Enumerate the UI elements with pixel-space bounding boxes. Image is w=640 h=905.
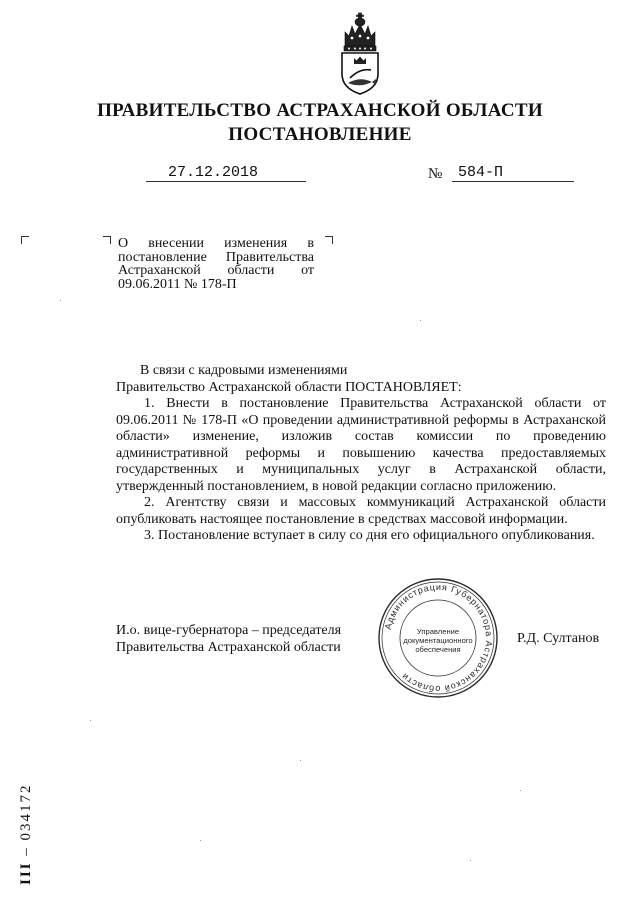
position-line-2: Правительства Астраханской области [116,640,341,655]
paragraph-2: 2. Агентству связи и массовых коммуникаций Астраханской области опубликовать настоящее постановление в средствах массовой информации. [116,495,606,527]
signatory-position [116,622,341,656]
subject-right-corner-mark [325,236,333,244]
scan-speck [470,860,471,861]
left-corner-mark [21,236,29,244]
position-line-1: И.о. вице-губернатора – председателя [116,623,342,638]
seal-center-line-2: документационного [403,636,473,645]
seal-outer-text: Администрация Губернатора Астраханской области [382,581,495,695]
document-number: 584-П [458,164,504,181]
resolution-line: Правительство Астраханской области ПОСТАНОВЛЯЕТ: [116,379,462,395]
signatory-name: Р.Д. Султанов [517,631,600,646]
coat-of-arms-icon [337,12,383,96]
scan-speck [520,790,521,791]
serial-dash: – [18,846,34,856]
government-title: ПРАВИТЕЛЬСТВО АСТРАХАНСКОЙ ОБЛАСТИ [97,100,543,121]
number-underline [452,181,574,182]
serial-series: III [18,861,34,885]
date-underline [146,181,306,182]
scan-speck [300,760,301,761]
document-body [116,363,606,545]
form-serial-number [18,783,35,885]
paragraph-3: 3. Постановление вступает в силу со дня его официального опубликования. [144,528,595,543]
intro-line: В связи с кадровыми изменениями [140,363,348,378]
number-sign: № [428,166,443,182]
official-seal [376,576,500,700]
seal-center-line-3: обеспечения [415,645,461,654]
seal-center-line-1: Управление [416,627,460,636]
scan-speck [200,840,201,841]
subject-left-corner-mark [103,236,111,244]
scan-speck [90,720,91,721]
serial-digits: 034172 [18,783,34,841]
document-subject: О внесении изменения в постановление Правительства Астраханской области от 09.06.2011 № 178-П [118,236,314,292]
scan-speck [60,300,61,301]
paragraph-1: 1. Внести в постановление Правительства Астраханской области от 09.06.2011 № 178-П «О проведении административной реформы в Астраханской области» изменение, изложив состав комиссии по проведению административной реформы и повышению качества предоставляемых государственных и муниципальных услуг в Астраханской области, утвержденный постановлением, в новой редакции согласно приложению. [116,396,606,494]
document-date: 27.12.2018 [168,164,259,181]
scan-speck [420,320,421,321]
document-kind: ПОСТАНОВЛЕНИЕ [228,124,412,145]
